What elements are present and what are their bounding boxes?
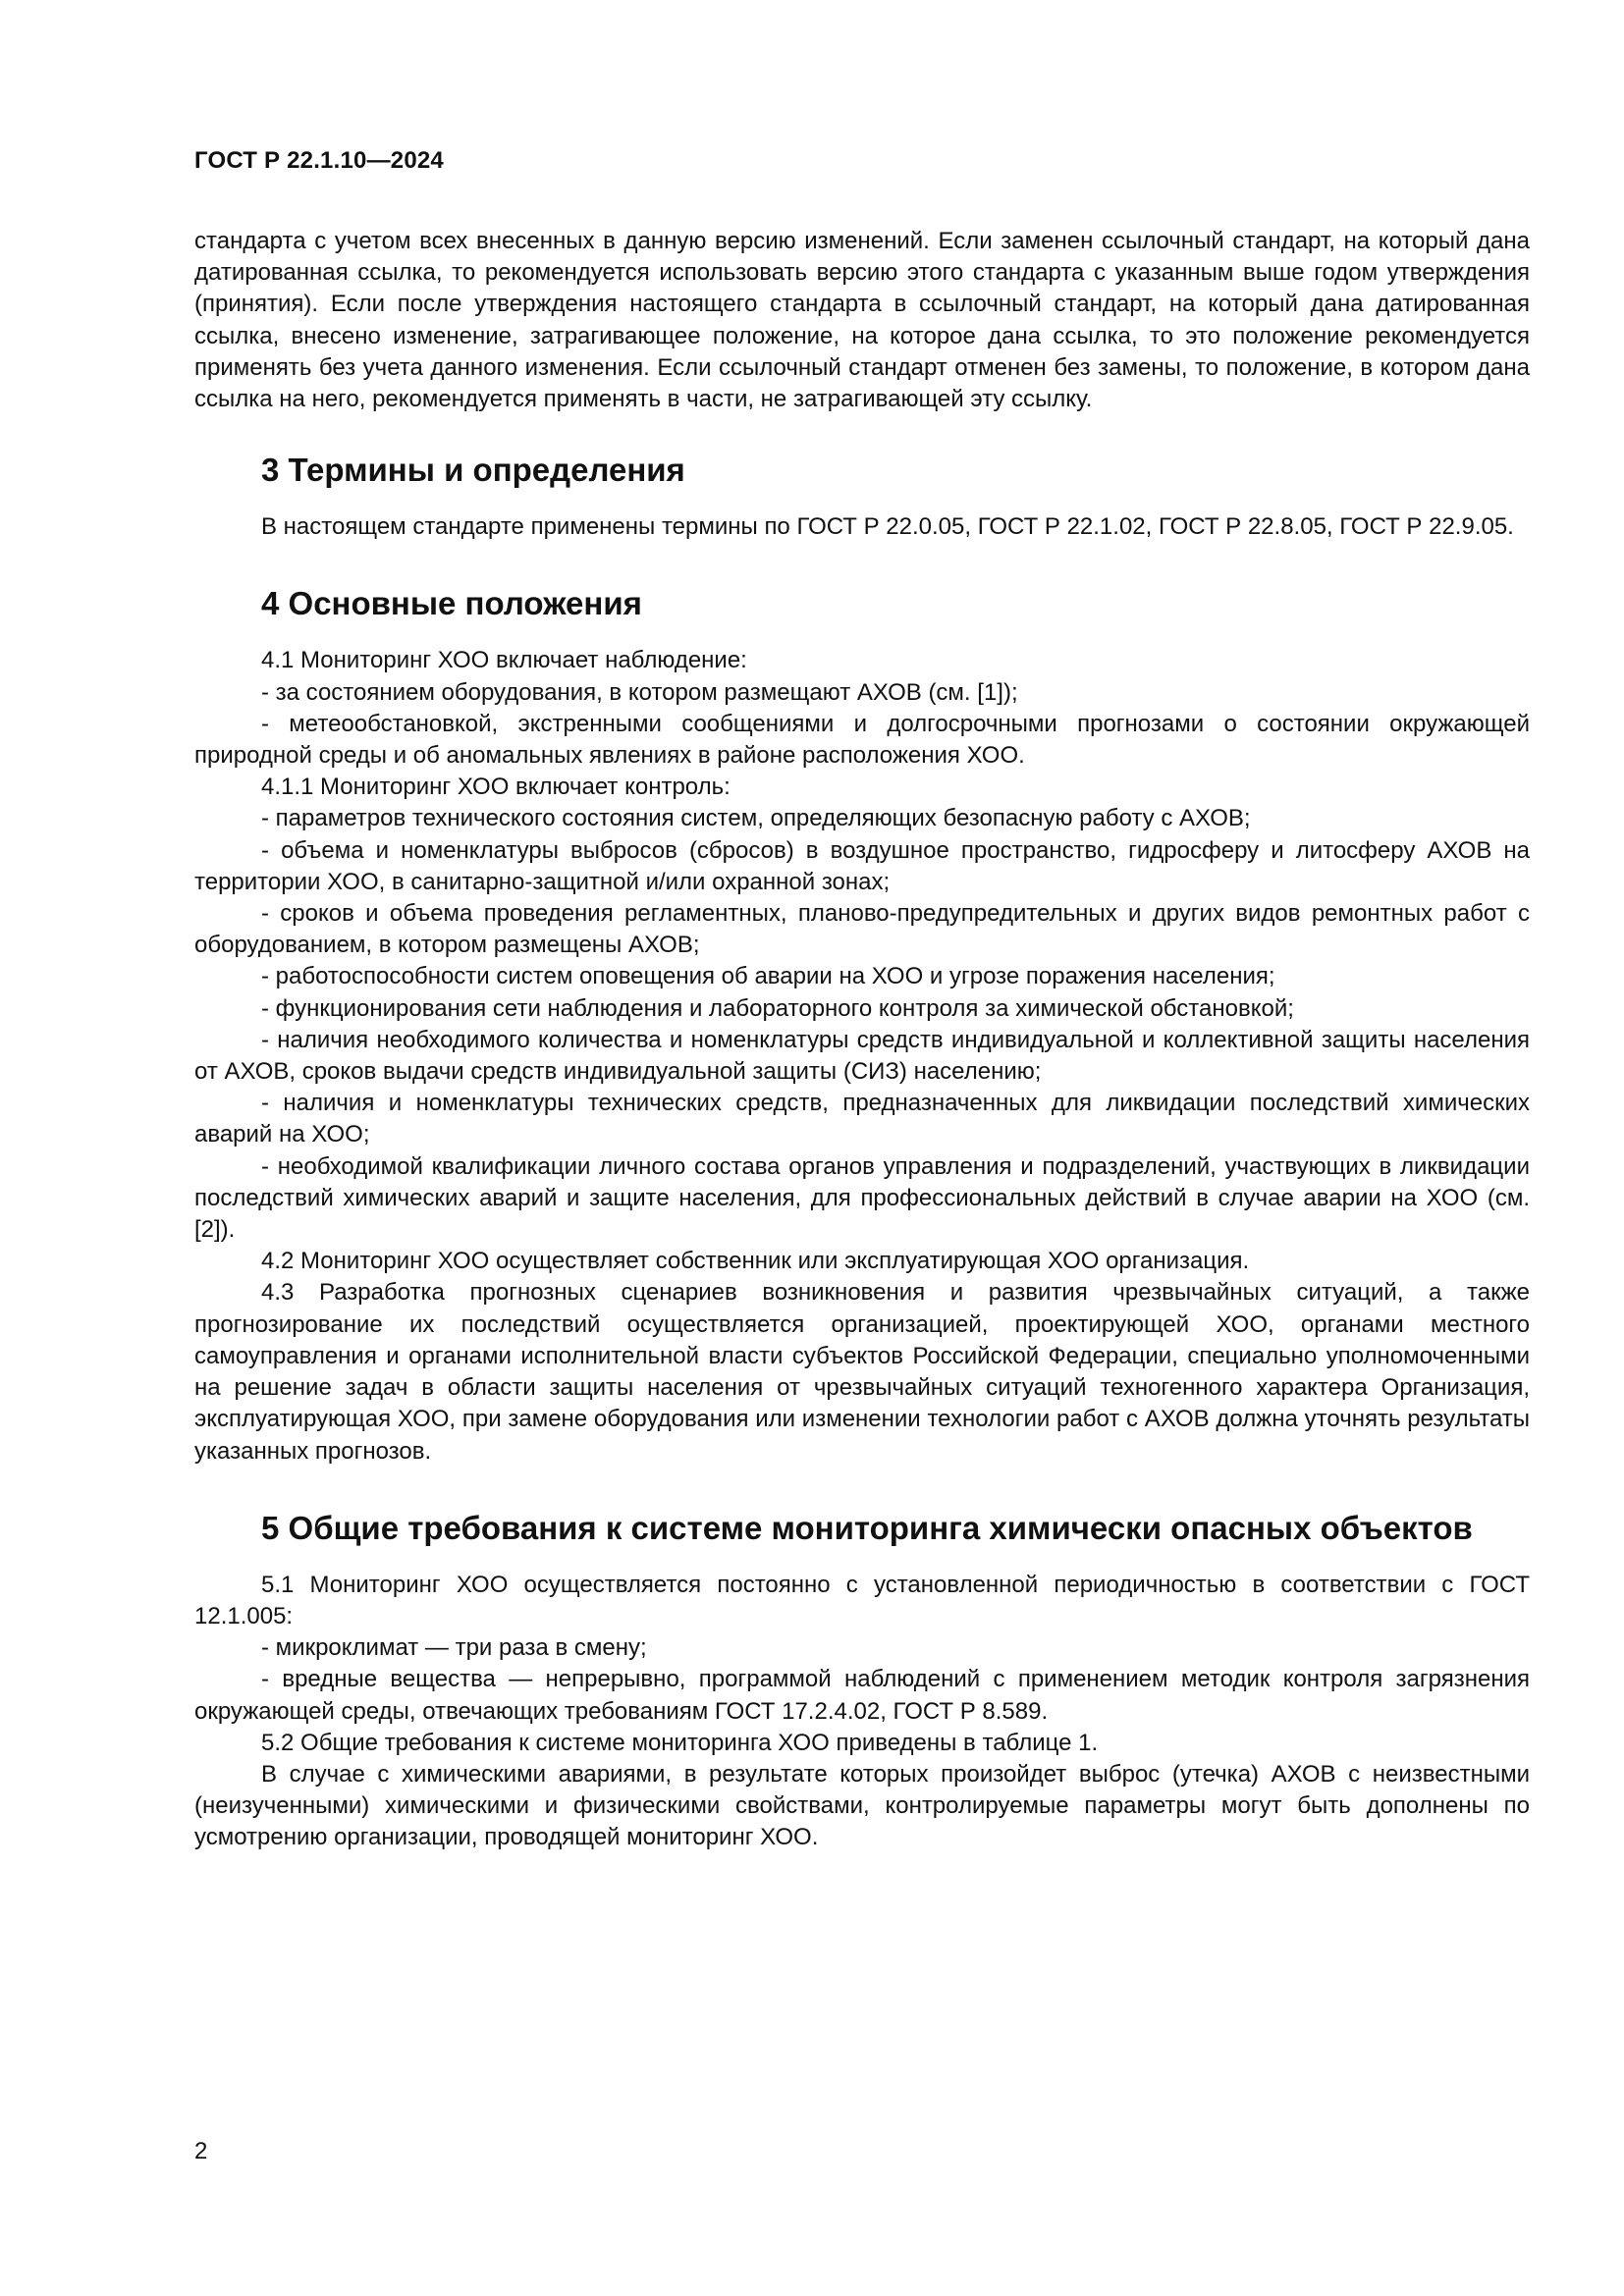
clause-5-1: 5.1 Мониторинг ХОО осуществляется постоянно с установленной периодичностью в соответствии с ГОСТ 12.1.005: [194,1571,1530,1629]
clause-4-1-1: 4.1.1 Мониторинг ХОО включает контроль: [261,774,731,801]
list-item: - функционирования сети наблюдения и лабораторного контроля за химической обстановкой; [261,994,1294,1022]
page-number: 2 [194,2138,208,2164]
list-item: - сроков и объема проведения регламентных, планово-предупредительных и других видов ремонтных работ с оборудованием, в котором размещены АХОВ; [194,900,1530,959]
list-item: - наличия необходимого количества и номенклатуры средств индивидуальной и коллективной защиты населения от АХОВ, сроков выдачи средств индивидуальной защиты (СИЗ) населению; [194,1026,1530,1086]
closing-paragraph: В случае с химическими авариями, в результате которых произойдет выброс (утечка) АХОВ с неизвестными (неизученными) химическими и физическими свойствами, контролируемые параметры могут быть дополнены по усмотрению организации, проводящей мониторинг ХОО. [194,1760,1530,1851]
clause-4-3: 4.3 Разработка прогнозных сценариев возникновения и развития чрезвычайных ситуаций, а также прогнозирование их последствий осуществляется организацией, проектирующей ХОО, органами местного самоуправления и органами исполнительной власти субъектов Российской Федерации, специально уполномоченными на решение задач в области защиты населения от чрезвычайных ситуаций техногенного характера Организация, эксплуатирующая ХОО, при замене оборудования или изменении технологии работ с АХОВ должна уточнять результаты указанных прогнозов. [194,1279,1530,1465]
document-body [194,226,1530,1854]
section-3-paragraph: В настоящем стандарте применены термины по ГОСТ Р 22.0.05, ГОСТ Р 22.1.02, ГОСТ Р 22.8.05, ГОСТ Р 22.9.05. [261,513,1514,541]
section-4-title: 4 Основные положения [261,585,642,622]
list-item: - параметров технического состояния систем, определяющих безопасную работу с АХОВ; [261,805,1251,832]
list-item: - вредные вещества — непрерывно, программой наблюдений с применением методик контроля загрязнения окружающей среды, отвечающих требованиям ГОСТ 17.2.4.02, ГОСТ Р 8.589. [194,1666,1530,1725]
list-item: - за состоянием оборудования, в котором размещают АХОВ (см. [1]); [261,678,1018,706]
document-header: ГОСТ Р 22.1.10—2024 [194,147,444,174]
intro-paragraph: стандарта с учетом всех внесенных в данную версию изменений. Если заменен ссылочный стандарт, на который дана датированная ссылка, то рекомендуется использовать версию этого стандарта с указанным выше годом утверждения (принятия). Если после утверждения настоящего стандарта в ссылочный стандарт, на который дана датированная ссылка, внесено изменение, затрагивающее положение, на которое дана ссылка, то это положение рекомендуется применять без учета данного изменения. Если ссылочный стандарт отменен без замены, то положение, в котором дана ссылка на него, рекомендуется применять в части, не затрагивающей эту ссылку. [194,228,1530,413]
list-item: - микроклимат — три раза в смену; [261,1634,647,1662]
section-5-title: 5 Общие требования к системе мониторинга химически опасных объектов [261,1509,1473,1546]
clause-4-1: 4.1 Мониторинг ХОО включает наблюдение: [261,647,747,674]
clause-5-2: 5.2 Общие требования к системе мониторинга ХОО приведены в таблице 1. [261,1729,1099,1756]
list-item: - метеообстановкой, экстренными сообщениями и долгосрочными прогнозами о состоянии окружающей природной среды и об аномальных явлениях в районе расположения ХОО. [194,710,1530,770]
section-3-title: 3 Термины и определения [261,452,685,489]
clause-4-2: 4.2 Мониторинг ХОО осуществляет собственник или эксплуатирующая ХОО организация. [261,1248,1250,1275]
list-item: - необходимой квалификации личного состава органов управления и подразделений, участвующих в ликвидации последствий химических аварий и защите населения, для профессиональных действий в случае аварии на ХОО (см. [2]). [194,1152,1530,1244]
list-item: - наличия и номенклатуры технических средств, предназначенных для ликвидации последствий химических аварий на ХОО; [194,1090,1530,1148]
list-item: - объема и номенклатуры выбросов (сбросов) в воздушное пространство, гидросферу и литосферу АХОВ на территории ХОО, в санитарно-защитной и/или охранной зонах; [194,836,1530,895]
list-item: - работоспособности систем оповещения об аварии на ХОО и угрозе поражения населения; [261,963,1275,990]
